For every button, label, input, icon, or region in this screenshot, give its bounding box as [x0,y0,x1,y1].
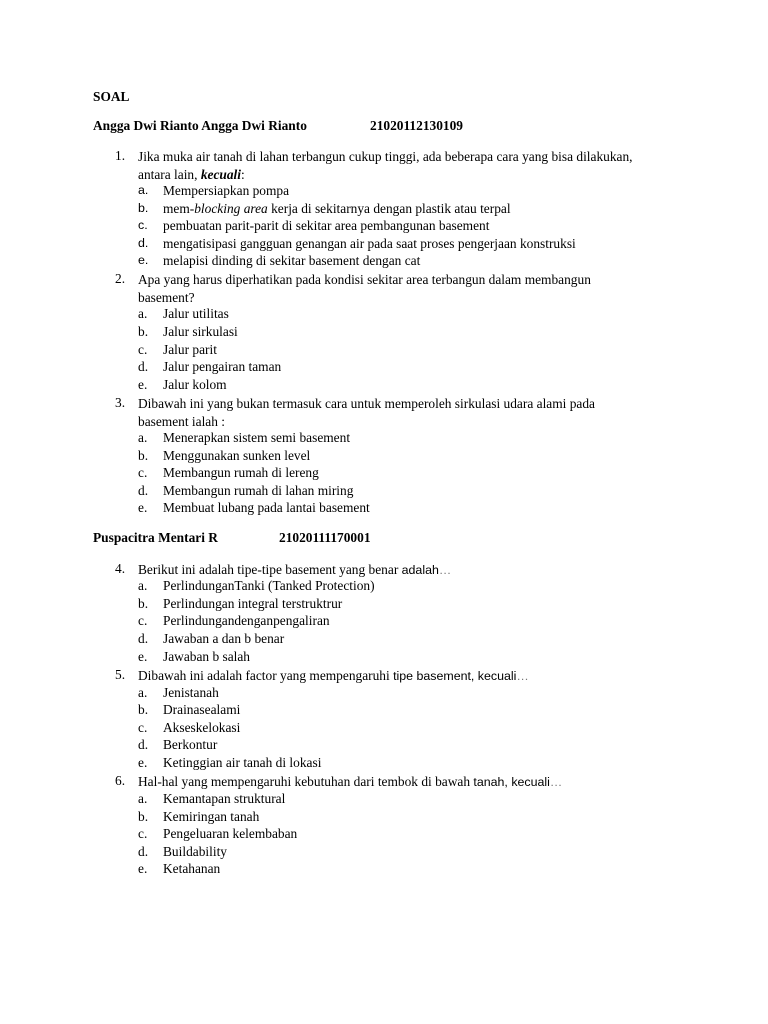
question-number: 2. [115,271,126,286]
emphasis-kecuali: kecuali [200,166,241,182]
page-title: SOAL [93,89,130,104]
question-text: Dibawah ini yang bukan termasuk cara untuk memperoleh sirkulasi udara alami pada basement ialah : [138,396,595,429]
author-header-2 [93,530,371,546]
question-number: 6. [115,773,126,788]
question-text: Berikut ini adalah tipe-tipe basement yang benar adalah… [138,562,452,577]
question-text: Apa yang harus diperhatikan pada kondisi sekitar area terbangun dalam membangun basement? [138,272,591,305]
author-id: 21020111170001 [279,530,371,545]
author-name: Angga Dwi Rianto Angga Dwi Rianto [93,118,307,133]
question-number: 1. [115,148,126,163]
question-number: 3. [115,395,126,410]
question-text: Dibawah ini adalah factor yang mempengaruhi tipe basement, kecuali… [138,668,529,683]
question-number: 5. [115,667,126,682]
author-id: 21020112130109 [370,118,463,133]
author-name: Puspacitra Mentari R [93,530,218,545]
document-page: SOAL Angga Dwi Rianto Angga Dwi Rianto 21020112130109 1. Jika muka air tanah di lahan terbangun cukup tinggi, ada beberapa cara yang bisa dilakukan, antara lain, kecuali: a. Mempersiapkan pompa b. mem-blocking area kerja di sekitarnya dengan plastik atau terpal c. pembuatan parit-parit di sekitar area pembangunan basement d. mengatisipasi gangguan genangan air pada saat proses pengerjaan konstruksi e. melapisi dinding di sekitar basement dengan cat 2. Apa yang harus diperhatikan pada kondisi sekitar area terbangun dalam membangun basement? a. Jalur utilitas b. Jalur sirkulasi c. Jalur parit d. Jalur pengairan taman e. Jalur kolom 3. Dibawah ini yang bukan termasuk cara untuk memperoleh sirkulasi udara alami pada basement ialah : a. Menerapkan sistem semi basement b. Menggunakan sunken level c. Membangun rumah di lereng d. Membangun rumah di lahan miring e. Membuat lubang pada lantai basement Puspacitra Mentari R 21020111170001 4. Berikut ini adalah tipe-tipe basement yang benar adalah… a. PerlindunganTanki (Tanked Protection) b. Perlindungan integral terstruktrur c. Perlindungandenganpengaliran d. Jawaban a dan b benar e. Jawaban b salah 5. Dibawah ini adalah factor yang mempengaruhi tipe basement, kecuali… a. Jenistanah b. Drainasealami c. Akseskelokasi d. Berkontur e. Ketinggian air tanah di lokasi 6. Hal-hal yang mempengaruhi kebutuhan dari tembok di bawah tanah, kecuali… a. Kemantapan struktural b. Kemiringan tanah c. Pengeluaran kelembaban d. Buildability e. Ketahanan [0,0,768,1024]
author-header-1 [93,118,463,134]
question-number: 4. [115,561,126,576]
question-text: Hal-hal yang mempengaruhi kebutuhan dari tembok di bawah tanah, kecuali… [138,774,563,789]
question-text: Jika muka air tanah di lahan terbangun cukup tinggi, ada beberapa cara yang bisa dilakukan, antara lain, kecuali: [138,149,633,182]
